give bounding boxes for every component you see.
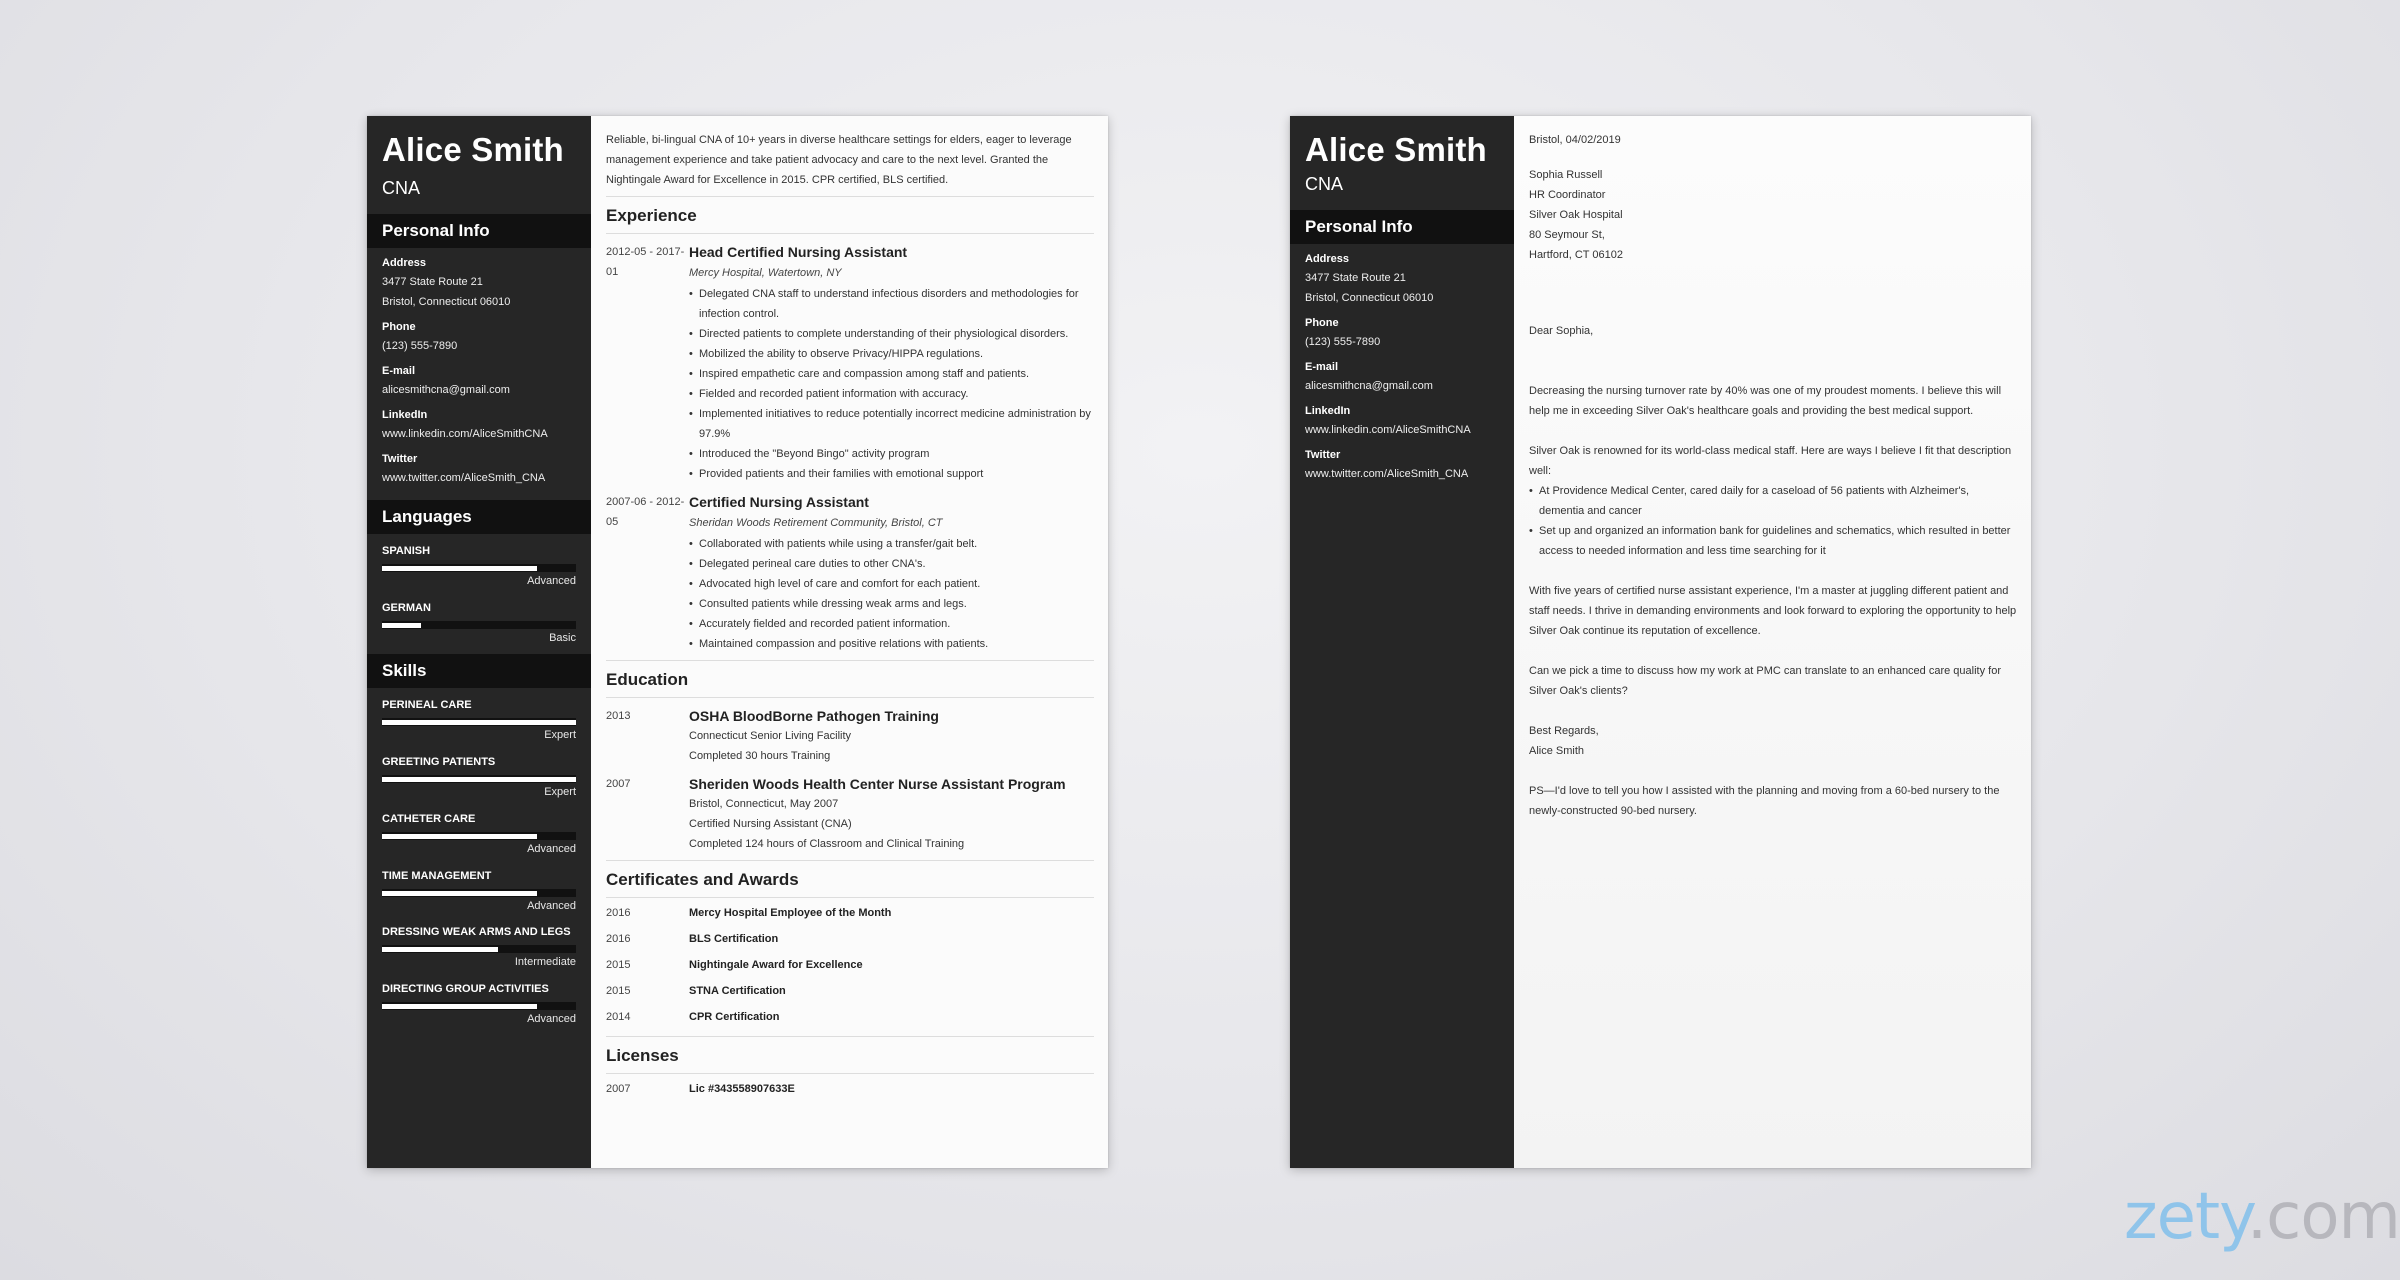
licenses-list	[606, 1076, 1094, 1102]
letter-name: Alice Smith	[1305, 131, 1487, 168]
skill-level-fill	[382, 720, 576, 725]
education-title: Sheriden Woods Health Center Nurse Assistant Program	[689, 776, 1066, 792]
resume-personal-info	[367, 248, 591, 500]
letter-paragraph: Decreasing the nursing turnover rate by 40% was one of my proudest moments. I believe this will help me in exceeding Silver Oak's healthcare goals and providing the best medical support.	[1529, 385, 2002, 417]
skill-level-bar	[382, 718, 576, 726]
resume-name: Alice Smith	[382, 131, 564, 168]
list-item: • Consulted patients while dressing weak arms and legs.	[689, 594, 1094, 614]
resume-skills-heading: Skills	[367, 654, 591, 688]
cover-letter-page	[1290, 116, 2031, 1168]
pi-linkedin	[1305, 402, 1499, 440]
language-item	[382, 540, 576, 591]
letter-bullets	[1529, 481, 2017, 561]
language-level-bar	[382, 621, 576, 629]
recipient-line: HR Coordinator	[1529, 189, 1606, 201]
education-date: 2007	[606, 778, 631, 790]
pi-email	[382, 362, 576, 400]
letter-ps: PS—I'd love to tell you how I assisted with the planning and moving from a 60-bed nursery to the newly-constructed 90-bed nursery.	[1529, 785, 2000, 817]
language-item	[382, 597, 576, 648]
license-name: Lic #343558907633E	[689, 1083, 795, 1095]
pi-address	[1305, 250, 1499, 308]
divider	[606, 1036, 1094, 1037]
education-entry	[606, 706, 1094, 766]
certificate-date: 2016	[606, 933, 631, 945]
skill-level-bar	[382, 775, 576, 783]
list-item: • Advocated high level of care and comfort for each patient.	[689, 574, 1094, 594]
list-item: • Collaborated with patients while using a transfer/gait belt.	[689, 534, 1094, 554]
certificate-date: 2014	[606, 1011, 631, 1023]
education-detail: Completed 124 hours of Classroom and Clinical Training	[689, 838, 965, 850]
pi-value: www.linkedin.com/AliceSmithCNA	[382, 428, 548, 440]
experience-title: Certified Nursing Assistant	[689, 494, 869, 510]
skill-item	[382, 978, 576, 1029]
skill-level-bar	[382, 945, 576, 953]
letter-body	[1514, 116, 2031, 1168]
resume-job-title: CNA	[382, 178, 421, 198]
pi-twitter	[1305, 446, 1499, 484]
experience-dates: 2007-06 - 2012-05	[606, 496, 685, 528]
letter-recipient	[1529, 165, 2017, 265]
education-entry	[606, 774, 1094, 854]
resume-page	[367, 116, 1108, 1168]
pi-label: Twitter	[382, 453, 418, 465]
certificates-heading: Certificates and Awards	[606, 867, 1094, 898]
education-date: 2013	[606, 710, 631, 722]
pi-label: Phone	[382, 321, 416, 333]
letter-paragraph: With five years of certified nurse assistant experience, I'm a master at juggling different patient and staff needs. I thrive in demanding environments and look forward to exploring the opportunity to help Silver Oak continue its reputation of excellence.	[1529, 585, 2017, 637]
skill-item	[382, 922, 576, 972]
divider	[606, 660, 1094, 661]
pi-label: E-mail	[1305, 361, 1339, 373]
certificate-row	[606, 926, 1094, 952]
letter-closing: Best Regards,	[1529, 725, 1599, 737]
pi-value: alicesmithcna@gmail.com	[1305, 380, 1433, 392]
pi-twitter	[382, 450, 576, 488]
skill-level-fill	[382, 891, 537, 896]
pi-value: www.twitter.com/AliceSmith_CNA	[1305, 468, 1469, 480]
letter-paragraph: Can we pick a time to discuss how my work at PMC can translate to an enhanced care quality for Silver Oak's clients?	[1529, 665, 2001, 697]
list-item: • Directed patients to complete understanding of their physiological disorders.	[689, 324, 1094, 344]
list-item: • Set up and organized an information bank for guidelines and schematics, which resulted in better access to needed information and less time searching for it	[1529, 521, 2017, 561]
zety-logo	[2124, 1180, 2400, 1254]
skill-level-fill	[382, 1004, 537, 1009]
certificate-date: 2015	[606, 959, 631, 971]
letter-greeting: Dear Sophia,	[1529, 325, 1594, 337]
letter-date: Bristol, 04/02/2019	[1529, 134, 1621, 146]
language-level-fill	[382, 566, 537, 571]
list-item: • Delegated CNA staff to understand infectious disorders and methodologies for infection control.	[689, 284, 1094, 324]
recipient-line: Hartford, CT 06102	[1529, 249, 1623, 261]
letter-paragraph: Silver Oak is renowned for its world-class medical staff. Here are ways I believe I fit that description well:	[1529, 445, 2012, 477]
experience-bullets	[689, 534, 1094, 654]
language-name: GERMAN	[382, 602, 431, 614]
certificate-date: 2015	[606, 985, 631, 997]
skill-level-bar	[382, 832, 576, 840]
resume-languages-heading: Languages	[367, 500, 591, 534]
pi-linkedin	[382, 406, 576, 444]
skill-level: Advanced	[527, 900, 576, 912]
skill-item	[382, 751, 576, 802]
list-item: • Provided patients and their families with emotional support	[689, 464, 1094, 484]
resume-sidebar	[367, 116, 591, 1168]
divider	[606, 860, 1094, 861]
letter-sidebar	[1290, 116, 1514, 1168]
pi-phone	[1305, 314, 1499, 352]
experience-place: Sheridan Woods Retirement Community, Bristol, CT	[689, 517, 943, 529]
certificate-row	[606, 1004, 1094, 1030]
list-item: • At Providence Medical Center, cared daily for a caseload of 56 patients with Alzheimer's, dementia and cancer	[1529, 481, 2017, 521]
certificate-name: Mercy Hospital Employee of the Month	[689, 907, 892, 919]
certificate-name: STNA Certification	[689, 985, 786, 997]
resume-languages	[367, 534, 591, 654]
pi-value: Bristol, Connecticut 06010	[382, 296, 511, 308]
list-item: • Mobilized the ability to observe Privacy/HIPPA regulations.	[689, 344, 1094, 364]
skill-item	[382, 808, 576, 859]
skill-name: CATHETER CARE	[382, 813, 476, 825]
resume-skills	[367, 688, 591, 1029]
skill-level-fill	[382, 834, 537, 839]
certificate-row	[606, 952, 1094, 978]
language-level-bar	[382, 564, 576, 572]
language-level: Basic	[549, 632, 576, 644]
recipient-line: 80 Seymour St,	[1529, 229, 1605, 241]
skill-level-bar	[382, 1002, 576, 1010]
letter-signature: Alice Smith	[1529, 745, 1585, 757]
education-detail: Bristol, Connecticut, May 2007	[689, 798, 839, 810]
pi-label: Phone	[1305, 317, 1339, 329]
certificate-name: BLS Certification	[689, 933, 779, 945]
list-item: • Maintained compassion and positive relations with patients.	[689, 634, 1094, 654]
education-detail: Completed 30 hours Training	[689, 750, 831, 762]
education-detail: Connecticut Senior Living Facility	[689, 730, 852, 742]
certificate-date: 2016	[606, 907, 631, 919]
logo-text: zety	[2124, 1180, 2247, 1254]
experience-bullets	[689, 284, 1094, 484]
language-level-fill	[382, 623, 421, 628]
skill-level: Intermediate	[514, 956, 576, 968]
skill-name: GREETING PATIENTS	[382, 756, 496, 768]
list-item: • Delegated perineal care duties to other CNA's.	[689, 554, 1094, 574]
pi-label: Address	[382, 257, 427, 269]
letter-job-title: CNA	[1305, 174, 1344, 194]
resume-main	[591, 116, 1108, 1168]
skill-level: Expert	[544, 786, 576, 798]
certificate-name: CPR Certification	[689, 1011, 780, 1023]
language-level: Advanced	[527, 575, 576, 587]
pi-label: Twitter	[1305, 449, 1341, 461]
pi-label: LinkedIn	[382, 409, 428, 421]
experience-heading: Experience	[606, 203, 1094, 234]
pi-value: Bristol, Connecticut 06010	[1305, 292, 1434, 304]
certificates-list	[606, 900, 1094, 1030]
pi-label: Address	[1305, 253, 1350, 265]
experience-title: Head Certified Nursing Assistant	[689, 244, 908, 260]
pi-value: www.linkedin.com/AliceSmithCNA	[1305, 424, 1471, 436]
license-date: 2007	[606, 1083, 631, 1095]
experience-entry	[606, 492, 1094, 654]
list-item: • Fielded and recorded patient information with accuracy.	[689, 384, 1094, 404]
skill-name: DIRECTING GROUP ACTIVITIES	[382, 983, 549, 995]
pi-label: LinkedIn	[1305, 405, 1351, 417]
language-name: SPANISH	[382, 545, 431, 557]
skill-name: PERINEAL CARE	[382, 699, 472, 711]
certificate-name: Nightingale Award for Excellence	[689, 959, 863, 971]
experience-dates: 2012-05 - 2017-01	[606, 246, 685, 278]
list-item: • Inspired empathetic care and compassion among staff and patients.	[689, 364, 1094, 384]
pi-value: (123) 555-7890	[1305, 336, 1381, 348]
list-item: • Implemented initiatives to reduce potentially incorrect medicine administration by 97.9%	[689, 404, 1094, 444]
skill-item	[382, 865, 576, 916]
education-detail: Certified Nursing Assistant (CNA)	[689, 818, 852, 830]
pi-address	[382, 254, 576, 312]
pi-value: 3477 State Route 21	[382, 276, 483, 288]
letter-personal-info-heading: Personal Info	[1290, 210, 1514, 244]
skill-level-fill	[382, 777, 576, 782]
experience-place: Mercy Hospital, Watertown, NY	[689, 267, 842, 279]
pi-value: alicesmithcna@gmail.com	[382, 384, 510, 396]
resume-summary: Reliable, bi-lingual CNA of 10+ years in diverse healthcare settings for elders, eager to leverage management experience and take patient advocacy and care to the next level. Granted the Nightingale Award for Excellence in 2015. CPR certified, BLS certified.	[606, 116, 1094, 197]
list-item: • Accurately fielded and recorded patient information.	[689, 614, 1094, 634]
skill-level: Advanced	[527, 1013, 576, 1025]
pi-value: www.twitter.com/AliceSmith_CNA	[382, 472, 546, 484]
education-title: OSHA BloodBorne Pathogen Training	[689, 708, 939, 724]
recipient-line: Silver Oak Hospital	[1529, 209, 1623, 221]
pi-phone	[382, 318, 576, 356]
pi-label: E-mail	[382, 365, 416, 377]
logo-domain: .com	[2246, 1180, 2400, 1254]
skill-name: TIME MANAGEMENT	[382, 870, 492, 882]
pi-value: 3477 State Route 21	[1305, 272, 1406, 284]
education-heading: Education	[606, 667, 1094, 698]
resume-personal-info-heading: Personal Info	[367, 214, 591, 248]
list-item: • Introduced the "Beyond Bingo" activity program	[689, 444, 1094, 464]
licenses-heading: Licenses	[606, 1043, 1094, 1074]
skill-name: DRESSING WEAK ARMS AND LEGS	[382, 926, 571, 938]
experience-entry	[606, 242, 1094, 484]
license-row	[606, 1076, 1094, 1102]
skill-item	[382, 694, 576, 745]
pi-email	[1305, 358, 1499, 396]
skill-level: Expert	[544, 729, 576, 741]
certificate-row	[606, 978, 1094, 1004]
letter-personal-info	[1290, 244, 1514, 484]
pi-value: (123) 555-7890	[382, 340, 458, 352]
skill-level: Advanced	[527, 843, 576, 855]
certificate-row	[606, 900, 1094, 926]
recipient-line: Sophia Russell	[1529, 169, 1603, 181]
skill-level-fill	[382, 947, 498, 952]
skill-level-bar	[382, 889, 576, 897]
